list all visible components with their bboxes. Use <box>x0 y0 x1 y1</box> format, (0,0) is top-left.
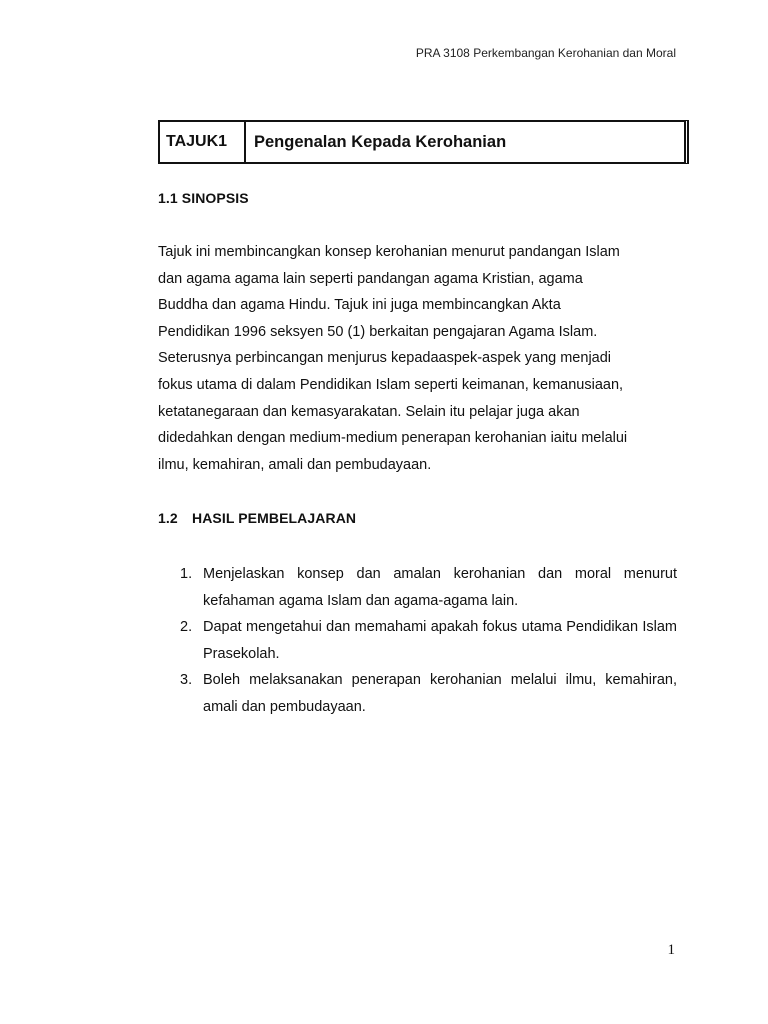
topic-title-box <box>158 120 689 164</box>
synopsis-line: fokus utama di dalam Pendidikan Islam seperti keimanan, kemanusiaan, <box>158 376 624 393</box>
learning-outcomes-heading-number: 1.2 <box>158 510 178 526</box>
learning-outcomes-heading-text: HASIL PEMBELAJARAN <box>192 510 357 526</box>
synopsis-line: Buddha dan agama Hindu. Tajuk ini juga membincangkan Akta <box>158 297 561 314</box>
list-item <box>180 614 677 667</box>
synopsis-heading-number: 1.1 <box>158 190 178 206</box>
list-item-text: Dapat mengetahui dan memahami apakah fokus utama Pendidikan Islam Prasekolah. <box>203 619 677 662</box>
synopsis-line: ilmu, kemahiran, amali dan pembudayaan. <box>158 456 432 473</box>
learning-outcomes-heading <box>158 510 356 526</box>
synopsis-heading <box>158 190 249 206</box>
list-item <box>180 561 677 614</box>
synopsis-paragraph <box>158 239 678 478</box>
page-number: 1 <box>667 942 675 958</box>
list-item <box>180 667 677 720</box>
synopsis-line: Seterusnya perbincangan menjurus kepadaaspek-aspek yang menjadi <box>158 350 612 367</box>
list-item-text: Boleh melaksanakan penerapan kerohanian melalui ilmu, kemahiran, amali dan pembudayaan. <box>203 672 677 715</box>
synopsis-line: didedahkan dengan medium-medium penerapan kerohanian iaitu melalui <box>158 430 628 447</box>
list-item-number: 1. <box>180 566 193 582</box>
synopsis-line: Pendidikan 1996 seksyen 50 (1) berkaitan pengajaran Agama Islam. <box>158 323 598 340</box>
topic-title: Pengenalan Kepada Kerohanian <box>254 132 507 151</box>
synopsis-line: dan agama agama lain seperti pandangan agama Kristian, agama <box>158 270 583 287</box>
learning-outcomes-list <box>180 561 677 721</box>
topic-label: TAJUK1 <box>160 122 246 162</box>
synopsis-heading-text: SINOPSIS <box>181 190 249 206</box>
list-item-number: 3. <box>180 672 193 689</box>
synopsis-line: ketatanegaraan dan kemasyarakatan. Selain itu pelajar juga akan <box>158 403 580 420</box>
list-item-text: Menjelaskan konsep dan amalan kerohanian dan moral menurut kefahaman agama Islam dan agama-agama lain. <box>203 566 677 609</box>
synopsis-line: Tajuk ini membincangkan konsep kerohanian menurut pandangan Islam <box>158 244 620 260</box>
running-header: PRA 3108 Perkembangan Kerohanian dan Moral <box>415 46 676 60</box>
list-item-number: 2. <box>180 619 193 636</box>
